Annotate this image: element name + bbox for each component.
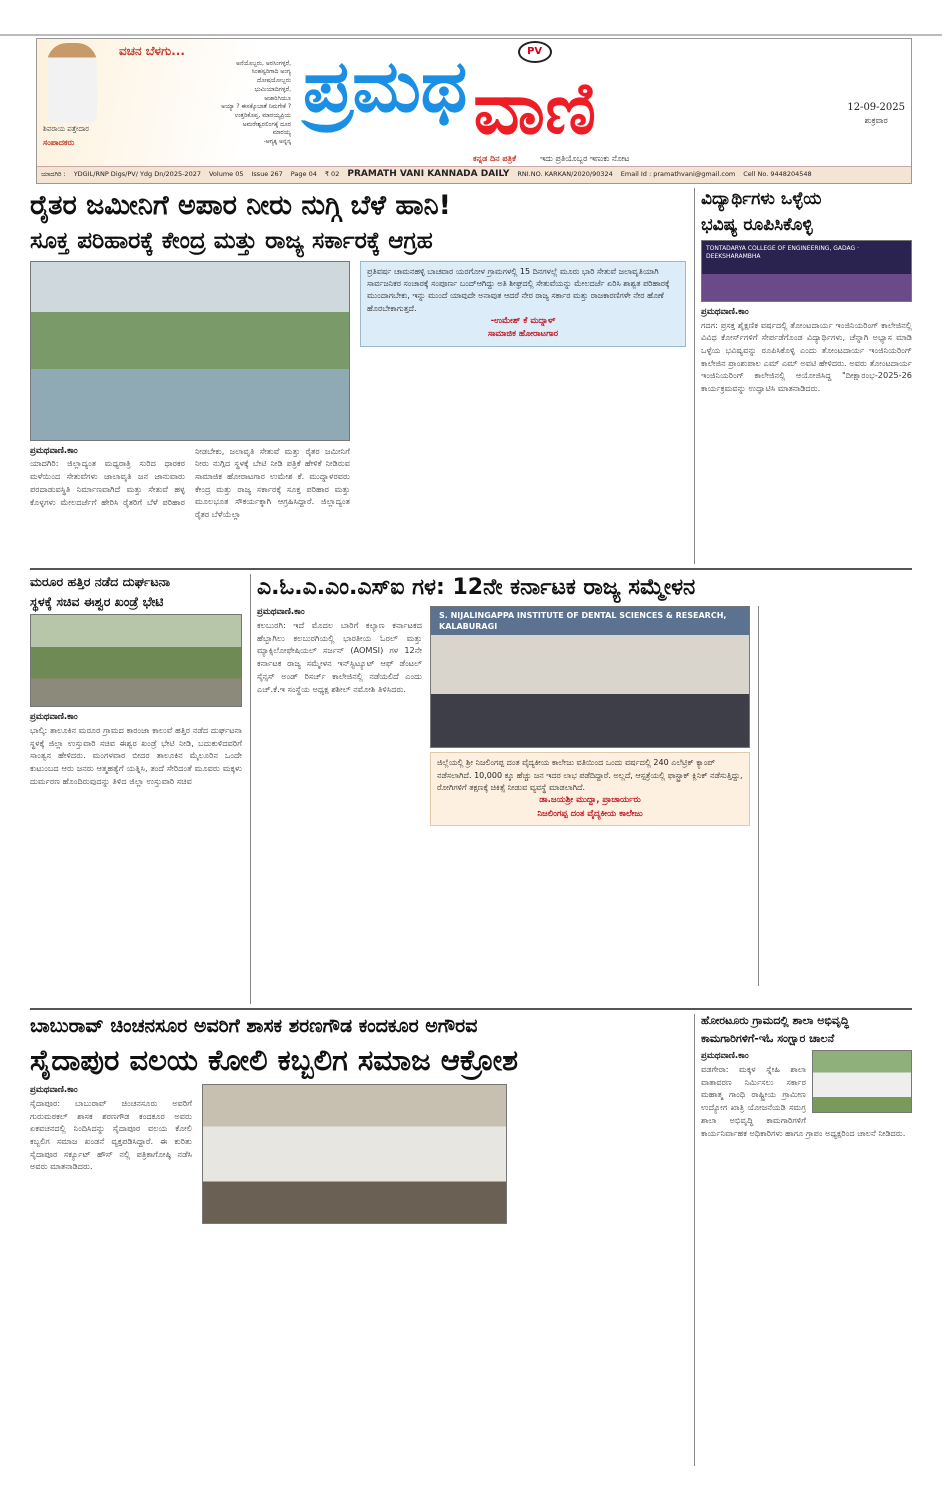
mid-quote-box: [430, 752, 750, 826]
bottom-byline: ಪ್ರಮಥವಾಣಿ.ಕಾಂ: [30, 1085, 78, 1096]
bottom-body-text: ಸೈದಾಪೂರ: ಬಾಬುರಾವ್ ಚಿಂಚನಸೂರು ಅವರಿಗೆ ಗುರುಮಠಕಲ್ ಶಾಸಕ ಶರಣಗೌಡ ಕಂದಕೂರ ಅವರು ಏಕವಚನದಲ್ಲಿ ನಿಂದಿಸಿದನ್ನು ಸೈದಾಪೂರ ವಲಯ ಕೋಲಿ ಕಬ್ಬಲಿಗ ಸಮಾಜ ಖಂಡನೆ ವ್ಯಕ್ತಪಡಿಸಿದ್ದಾರೆ. ಈ ಕುರಿತು ಸೈದಾಪೂರ ಸರ್ಕ್ಯೂಟ್ ಹೌಸ್ ನಲ್ಲಿ ಪತ್ರಿಕಾಗೋಷ್ಠಿ ನಡೆಸಿ ಅವರು ಮಾತನಾಡಿದರು.: [30, 1097, 192, 1172]
saint-portrait: [47, 43, 97, 123]
lead-body: [30, 445, 350, 521]
date-block: [847, 41, 905, 126]
place: ಯಾದಗಿರಿ :: [41, 170, 66, 179]
lead-quote-text: ಪ್ರತಿವರ್ಷ ಚಾಮನಹಳ್ಳಿ ಬಾಚವಾರ ಯರಗೋಳ ಗ್ರಾಮಗಳಲ್ಲಿ 15 ದಿನಗಳಲ್ಲೆ ಮೂರು ಭಾರಿ ಸೇತುವೆ ಜಲಾವೃತಿಯಾಗಿ ಸಾರ್ವಜನಿಕರ ಸಂಚಾರಕ್ಕೆ ಸಂಪೂರ್ಣ ಬಂದ್ಆಗಿದ್ದು ಅತಿ ಶೀಘ್ರದಲ್ಲಿ ಸೇತುವೆಯನ್ನು ಮೇಲದರ್ಜೆ ಏರಿಸಿ ಶಾಶ್ವತ ಪರಿಹಾರಕ್ಕೆ ಮುಂದಾಗಬೇಕು, ಇನ್ನು ಮುಂದೆ ಯಾವುದೇ ಅನಾವುತ ಆದರೆ ನೇರ ರಾಜ್ಯ ಸರ್ಕಾರ ಮತ್ತು ರಾಜಕಾರಣಿಗಳೇ ನೇರ ಹೊಣೆ ಹೊರಬೇಕಾಗುತ್ತದೆ.: [367, 266, 670, 313]
lead-body-text: ಯಾದಗಿರಿ: ಜಿಲ್ಲಾದ್ಯಂತ ಮಧ್ಯರಾತ್ರಿ ಸುರಿದ ಧಾರಕರ ಮಳೆಯಿಂದ ಸೇತುವೆಗಳು ಜಾಲಾವೃತಿ ಜನ ಜಾನುವಾರು ಪರದಾಡುವಸ್ಥಿತಿ ನಿರ್ಮಾಣವಾಗಿದೆ ಮತ್ತು ಸೇತುವೆ ಹಳ್ಳ ಕೊಳ್ಳಗಳು ಮೇಲದರ್ಜೆಗೆ ಹೇರಿಸಿ ರೈತರಿಗೆ ಬೆಳೆ ಪರಿಹಾರ ನೀಡಬೇಕು, ಜಲಾವೃತಿ ಸೇತುವೆ ಮತ್ತು ರೈತರ ಜಮೀನಿಗೆ ನೀರು ನುಗ್ಗಿದ ಸ್ಥಳಕ್ಕೆ ಬೇಟಿ ನೀಡಿ ಪತ್ರಿಕೆ ಹೇಳಿಕೆ ನೀಡಿರುವ ಸಾಮಾಜಿಕ ಹೋರಾಟಗಾರ ಉಮೇಶ ಕೆ. ಮುದ್ನಾಳರವರು ಕೇಂದ್ರ ಮತ್ತು ರಾಜ್ಯ ಸರ್ಕಾರಕ್ಕೆ ಸೂಕ್ತ ಪರಿಹಾರ ಮತ್ತು ಮೂಲಭೂತ ಸೌಕರ್ಯಕ್ಕಾಗಿ ಆಗ್ರಹಿಸಿದ್ದಾರೆ. ಜಿಲ್ಲಾದ್ಯಂತ ರೈತರ ಬೆಳೆಯೆಲ್ಲಾ: [30, 445, 350, 520]
lead-quote-role: ಸಾಮಾಜಿಕ ಹೋರಾಟಗಾರ: [487, 329, 559, 340]
vachana-panel: [37, 39, 297, 166]
right3-story: [694, 1014, 912, 1466]
rni-number: RNI.NO. KARKAN/2020/90324: [517, 170, 613, 179]
right3-byline: ಪ್ರಮಥವಾಣಿ.ಕಾಂ: [701, 1051, 749, 1062]
mid-quote-name: ಡಾ.ಜಯಶ್ರೀ ಮುದ್ದಾ, ಪ್ರಾಚಾರ್ಯರು: [539, 795, 641, 806]
lead-byline: ಪ್ರಮಥವಾಣಿ.ಕಾಂ: [30, 445, 78, 456]
right1-body-text: ಗದಗ: ಪ್ರಸಕ್ತ ಶೈಕ್ಷಣಿಕ ವರ್ಷದಲ್ಲಿ ತೋಂಟದಾರ್ಯ ಇಂಜಿನಿಯರಿಂಗ್ ಕಾಲೇಜಿನಲ್ಲಿ ವಿವಿಧ ಕೋರ್ಸ್‌ಗಳಿಗೆ ಸೇರ್ಪಡೆಗೊಂಡ ವಿದ್ಯಾರ್ಥಿಗಳು, ಚೆನ್ನಾಗಿ ಅಭ್ಯಾಸ ಮಾಡಿ ಒಳ್ಳೆಯ ಭವಿಷ್ಯವನ್ನು ರೂಪಿಸಿಕೊಳ್ಳಿ ಎಂದು ತೋಂಟದಾರ್ಯ ಇಂಜಿನಿಯರಿಂಗ್ ಕಾಲೇಜಿನ ಪ್ರಾಂಶುಪಾಲ ಎಮ್ ಎಮ್ ಅವಟಿ ಹೇಳಿದರು. ಅವರು ತೋಂಟದಾರ್ಯ ಇಂಜಿನಿಯರಿಂಗ್ ಕಾಲೇಜಿನಲ್ಲಿ ಆಯೋಜಿಸಿದ್ದ "ದೀಕ್ಷಾರಂಭ-2025-26 ಕಾರ್ಯಕ್ರಮವನ್ನು ಉದ್ಘಾಟಿಸಿ ಮಾತನಾಡಿದರು.: [701, 319, 912, 394]
paper-title-part2: ವಾಣಿ: [473, 65, 596, 150]
right1-headline-line1: ವಿದ್ಯಾರ್ಥಿಗಳು ಒಳ್ಳೆಯ: [701, 188, 822, 209]
right3-headline-line1: ಹೋರಟೂರು ಗ್ರಾಮದಲ್ಲಿ ಶಾಲಾ ಅಭಿವೃದ್ಧಿ: [701, 1013, 849, 1027]
photo-banner-text: S. NIJALINGAPPA INSTITUTE OF DENTAL SCIENCES & RESEARCH, KALABURAGI: [439, 611, 727, 632]
mid-quote-text: ಜಿಲ್ಲೆಯಲ್ಲಿ ಶ್ರೀ ನಿಜಲಿಂಗಪ್ಪ ದಂತ ವೈದ್ಯಕೀಯ ಕಾಲೇಜು ವತಿಯಿಂದ ಒಂದು ವರ್ಷದಲ್ಲಿ 240 ಎಲೆಟ್ರಿಕ್ ಕ್ಯಾಂಪ್ ನಡೆಸಲಾಗಿದೆ. 10,000 ಕ್ಕೂ ಹೆಚ್ಚು ಜನ ಇದರ ಲಾಭ ಪಡೆದಿದ್ದಾರೆ. ಅಲ್ಲದೆ, ಆಸ್ಪತ್ರೆಯಲ್ಲಿ ಫಾಸ್ಟ್ರಾಕ್ ಕ್ಲಿನಿಕ್ ನಡೆಸುತ್ತಿದ್ದು, ರೋಗಿಗಳಿಗೆ ತಕ್ಷಣಕ್ಕೆ ಚಿಕಿತ್ಸೆ ನೀಡುವ ವ್ಯವಸ್ಥೆ ಮಾಡಲಾಗಿದೆ.: [437, 758, 743, 793]
vachana-right: [119, 43, 291, 162]
bottom-subheadline: ಸೈದಾಪುರ ವಲಯ ಕೋಲಿ ಕಬ್ಬಲಿಗ ಸಮಾಜ ಆಕ್ರೋಶ: [30, 1043, 519, 1078]
press-conference-photo: [202, 1084, 507, 1224]
mid-quote-role: ನಿಜಲಿಂಗಪ್ಪ ದಂತ ವೈದ್ಯಕೀಯ ಕಾಲೇಜು: [537, 808, 643, 819]
mid-headline: ಎ.ಓ.ಎ.ಎಂ.ಎಸ್‌ಐ ಗಳ: 12ನೇ ಕರ್ನಾಟಕ ರಾಜ್ಯ ಸಮ್ಮೇಳನ: [257, 574, 696, 600]
lead-story: [30, 188, 686, 564]
lead-media-row: [30, 261, 686, 521]
accident-site-photo: [30, 614, 242, 707]
info-bar: [37, 166, 911, 183]
masthead: [36, 38, 912, 184]
vachana-text: ಅನೆಯೊಬ್ಬರು, ಅರಸಿಂಗಳ್ಳರೆ, ಸಿಂಹಸ್ವರಿಗಾದಿ ಅಂಗ್ಯ ದೋಷಯೋಬ್ಬರು ಭುಮಿಯಾದಿಗಳ್ಳರೆ, ಅಜಾರಿಗಿಯೂ ಅಯ್ಯಾ ? ಈಸಕ್ಕೊಬಾತೆ ನಿಮಗೇಕೆ ? ಉತ್ತರಿಕೊಪ್ತ, ಮಾರಯ್ಯಪ್ರಿಯ ಅಮರೇಶ್ವರಲಿಂಗಕ್ಕೆ ದೂರ ಮಾರಯ್ಯ -ಆಗ್ಯಕ್ಕ ಅನ್ನನ್ಕ: [221, 59, 291, 145]
bottom-headline: ಬಾಬುರಾವ್ ಚಿಂಚನಸೂರ ಅವರಿಗೆ ಶಾಸಕ ಶರಣಗೌಡ ಕಂದಕೂರ ಅಗೌರವ: [30, 1014, 478, 1037]
mid-right-column: [758, 606, 912, 986]
left2-story: [30, 574, 242, 1004]
price: ₹ 02: [324, 170, 340, 179]
masthead-main: [37, 39, 911, 166]
left2-body: [30, 711, 242, 787]
tagline-daily: ಕನ್ನಡ ದಿನ ಪತ್ರಿಕೆ: [473, 154, 517, 163]
phone: Cell No. 9448204548: [743, 170, 812, 179]
lead-quote-name: -ಉಮೇಶ್ ಕೆ ಮದ್ನಾಳ್: [490, 316, 556, 327]
vachana-left: [43, 43, 113, 162]
volume: Volume 05: [208, 170, 244, 179]
tagline-motto: ಇದು ಪ್ರತಿಯೊಬ್ಬರ ಇಣುಕು ನೋಟ: [540, 154, 630, 163]
left2-headline-line2: ಸ್ಥಳಕ್ಕೆ ಸಚಿವ ಈಶ್ವರ ಖಂಡ್ರೆ ಭೇಟಿ: [30, 593, 164, 609]
bottom-body: [30, 1084, 192, 1173]
pages: Page 04: [290, 170, 317, 179]
right3-body: [701, 1050, 912, 1139]
right3-headline-line2: ಕಾಮಗಾರಿಗಳಿಗೆ-ಇಓ ಸಂಗ್ಷಾರ ಚಾಲನೆ: [701, 1031, 835, 1045]
section-bottom: [30, 1010, 912, 1470]
email: Email Id : pramathvani@gmail.com: [620, 170, 736, 179]
editor-role: ಸಂಪಾದಕರು: [43, 137, 75, 147]
title-row: [303, 41, 905, 153]
college-event-photo: [701, 240, 912, 302]
mid-body: [257, 606, 422, 695]
lead-headline: ರೈತರ ಜಮೀನಿಗೆ ಅಪಾರ ನೀರು ನುಗ್ಗಿ ಬೆಳೆ ಹಾನಿ!: [30, 189, 451, 221]
flood-photo: [30, 261, 350, 441]
right3-body-text: ವಡಗೇರಾ: ಮಕ್ಕಳ ಸ್ನೇಹಿ ಶಾಲಾ ವಾತಾವರಣ ನಿರ್ಮಿಸಲು ಸರ್ಕಾರ ಮಹಾತ್ಮ ಗಾಂಧಿ ರಾಷ್ಟ್ರೀಯ ಗ್ರಾಮೀಣ ಉದ್ಯೋಗ ಖಾತ್ರಿ ಯೋಜನೆಯಡಿ ಸಮಗ್ರ ಶಾಲಾ ಅಭಿವೃದ್ಧಿ ಕಾಮಗಾರಿಗಳಿಗೆ ಕಾರ್ಯನಿರ್ವಾಹಕ ಅಧಿಕಾರಿಗಳು ಹಾಗೂ ಗ್ರಾಪಂ ಅಧ್ಯಕ್ಷರಿಂದ ಚಾಲನೆ ನೀಡಿದರು.: [701, 1064, 906, 1138]
section-lead: [30, 184, 912, 568]
issue-date: 12-09-2025: [847, 102, 905, 113]
right1-body: [701, 306, 912, 395]
left2-byline: ಪ್ರಮಥವಾಣಿ.ಕಾಂ: [30, 712, 78, 723]
lead-left-col: [30, 261, 350, 521]
vachana-heading: ವಚನ ಬೆಳಗು...: [119, 44, 185, 58]
top-rule: [0, 34, 942, 36]
mid-story: [250, 574, 912, 1004]
tagline-row: [303, 153, 905, 164]
press-meet-photo: [430, 606, 750, 748]
left2-body-text: ಭಾಲ್ಕಿ: ತಾಲೂಕಿನ ಮರೂರ ಗ್ರಾಮದ ಕಾರಂಜಾ ಕಾಲುವೆ ಹತ್ತಿರ ನಡೆದ ದುರ್ಘಟನಾ ಸ್ಥಳಕ್ಕೆ ಜಿಲ್ಲಾ ಉಸ್ತುವಾರಿ ಸಚಿವ ಈಶ್ವರ ಖಂಡ್ರೆ ಭೇಟಿ ನೀಡಿ, ಬದುಕುಳಿದವರಿಗೆ ಸಾಂತ್ವನ ಹೇಳಿದರು. ಮಂಗಳವಾರ ಬೀದರ ತಾಲೂಕಿನ ಮೈಲೂರಿನ ಒಂದೇ ಕುಟುಂಬದ ಆರು ಜನರು ಆತ್ಮಹತ್ಯೆಗೆ ಯತ್ನಿಸಿ, ತಂದೆ ಸೇರಿದಂತೆ ಮೂವರು ಮಕ್ಕಳು ದುರ್ಮರಣ ಹೊಂದಿರುವುದನ್ನು ತಿಳಿದ ಜಿಲ್ಲಾ ಉಸ್ತುವಾರಿ ಸಚಿವ: [30, 724, 242, 786]
pv-logo-badge: PV: [518, 41, 552, 63]
right1-story: [694, 188, 912, 564]
mid-media: [430, 606, 750, 826]
title-part2-wrap: [473, 41, 596, 153]
paper-name-english: PRAMATH VANI KANNADA DAILY: [347, 169, 510, 180]
mid-grid: [257, 606, 912, 986]
lead-subheadline: ಸೂಕ್ತ ಪರಿಹಾರಕ್ಕೆ ಕೇಂದ್ರ ಮತ್ತು ರಾಜ್ಯ ಸರ್ಕಾರಕ್ಕೆ ಆಗ್ರಹ: [30, 227, 433, 254]
right1-headline-line2: ಭವಿಷ್ಯ ರೂಪಿಸಿಕೊಳ್ಳಿ: [701, 214, 813, 235]
lead-quote-box: [360, 261, 686, 347]
issue-weekday: ಶುಕ್ರವಾರ: [864, 116, 888, 125]
left2-headline-line1: ಮರೂರ ಹತ್ತಿರ ನಡೆದ ದುರ್ಘಟನಾ: [30, 573, 171, 589]
right1-byline: ಪ್ರಮಥವಾಣಿ.ಕಾಂ: [701, 306, 749, 317]
mid-byline: ಪ್ರಮಥವಾಣಿ.ಕಾಂ: [257, 607, 305, 618]
issue: Issue 267: [251, 170, 283, 179]
registration: YDGIL/RNP Digs/PV/ Ydg Dn/2025-2027: [73, 170, 201, 179]
title-area: [297, 39, 911, 166]
editor-name: ಶಿವರಾಯ ಪತ್ತೇದಾರ: [43, 125, 90, 133]
school-work-photo: [812, 1050, 912, 1113]
paper-title-part1: ಪ್ರಮಥ: [303, 43, 468, 128]
bottom-row: [30, 1084, 686, 1224]
photo-banner-text: TONTADARYA COLLEGE OF ENGINEERING, GADAG · DEEKSHARAMBHA: [706, 244, 860, 261]
bottom-story: [30, 1014, 686, 1466]
section-middle: [30, 570, 912, 1008]
mid-body-text: ಕಲಬುರಗಿ: ಇದೆ ಮೊದಲ ಬಾರಿಗೆ ಕಲ್ಯಾಣ ಕರ್ನಾಟಕದ ಹೆಬ್ಬಾಗಿಲು ಕಲಬುರಗಿಯಲ್ಲಿ ಭಾರತೀಯ ಓರಲ್ ಮತ್ತು ಮ್ಯಾಕ್ಸಿಲೋಫೇಷಿಯಲ್ ಸರ್ಜನ್ (AOMSI) ಗಳ 12ನೇ ಕರ್ನಾಟಕ ರಾಜ್ಯ ಸಮ್ಮೇಳನ ಇನ್‌ಸ್ಟಿಟ್ಯೂಟ್ ಆಫ್ ಡೆಂಟಲ್ ಸೈನ್ಸಸ್ ಅಂಡ್ ರಿಸರ್ಚ್ ಕಾಲೇಜಿನಲ್ಲಿ ನಡೆಯಲಿದೆ ಎಂದು ಎಚ್.ಕೆ.ಇ ಸಂಸ್ಥೆಯ ಅಧ್ಯಕ್ಷ ಶಶೀಲ್ ನಮೋಶಿ ತಿಳಿಸಿದರು.: [257, 620, 422, 694]
